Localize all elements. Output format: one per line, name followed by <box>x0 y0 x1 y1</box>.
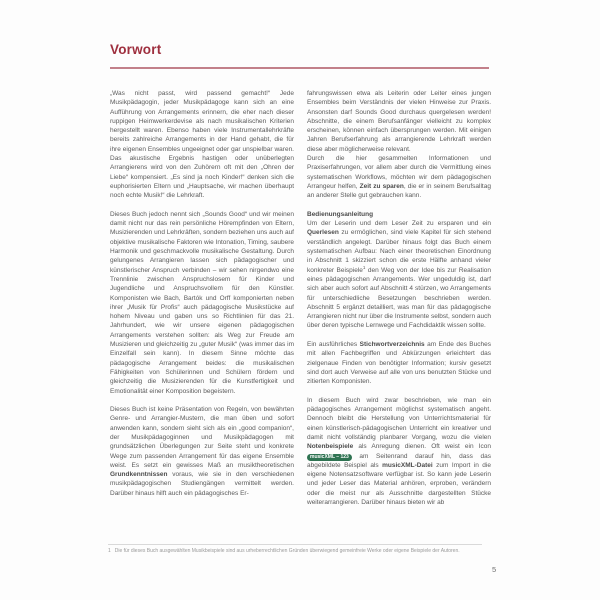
section-heading: Bedienungsanleitung <box>307 210 374 218</box>
paragraph: In diesem Buch wird zwar beschrieben, wie man ein pädagogisches Arrangement möglichst systematisch angeht. Dennoch bleibt die Herstellung von Unterrichtsmaterial für einen künstlerisch-pädagogischen Unterricht ein kreativer und damit nicht vollständig planbarer Vorgang, wozu die vielen Notenbeispiele als Anregung dienen. Oft weist ein Icon musicXML – 123 am Seitenrand darauf hin, dass das abgebildete Beispiel als musicXML-Datei zum Import in die eigene Notensatzsoftware verfügbar ist. So kann jede Leserin und jeder Leser das Material anhören, erproben, verändern oder die meist nur als Ausschnitte dargestellten Stücke weiterarrangieren. Darüber hinaus bieten wir ab <box>307 396 491 507</box>
footnote-separator <box>108 544 482 545</box>
page-number: 5 <box>492 565 497 574</box>
paragraph: Ein ausführliches Stichwortverzeichnis am Ende des Buches mit allen Fachbegriffen und Abkürzungen erleichtert das zielgenaue Finden von benötigter Information; kursiv gesetzt sind dort auch Verweise auf alle von uns benutzten Stücke und zitierten Komponisten. <box>307 341 491 386</box>
musicxml-badge: musicXML – 123 <box>307 454 352 461</box>
footnote-text: Die für dieses Buch ausgewählten Musikbeispiele sind aus urheberrechtlichen Gründen überwiegend gemeinfreie Werke oder eigene Beispiele der Autoren. <box>114 548 460 554</box>
paragraph: fahrungswissen etwa als Leiterin oder Leiter eines jungen Ensembles beim Verständnis der vielen Hinweise zur Praxis. Ansonsten darf Sounds Good durchaus quergelesen werden! Abschnitte, die einem Berufsanfänger vielleicht zu komplex erscheinen, können einfach übersprungen werden. Mit einigen Jahren Berufserfahrung als arrangierende Lehrkraft werden diese aber möglicherweise relevant. Durch die hier gesammelten Informationen und Praxiserfahrungen, vor allem aber durch die Vermittlung eines systematischen Workflows, möchten wir dem pädagogischen Arrangeur helfen, Zeit zu sparen, die er in seinem Berufsalltag an anderer Stelle gut gebrauchen kann. <box>307 90 491 200</box>
left-column <box>110 89 294 517</box>
footnote-marker: 1 <box>108 548 111 554</box>
paragraph: Um der Leserin und dem Leser Zeit zu ersparen und ein Querlesen zu ermöglichen, sind viele Kapitel für sich stehend verständlich angelegt. Darüber hinaus folgt das Buch einem systematischen Aufbau: Nach einer theoretischen Einordnung in Abschnitt 1 skizziert schon die erste Hälfte anhand vieler konkreter Beispiele$^1$ den Weg von der Idee bis zur Realisation eines pädagogischen Arrangements. Wer ungeduldig ist, darf sich aber auch sofort auf Abschnitt 4 stürzen, wo Arrangements für unterschiedliche Besetzungen beschrieben werden. Abschnitt 5 ergänzt detailliert, was man für das pädagogische Arrangieren nicht nur über die Instrumente selbst, sondern auch über deren typische Lernwege und Fachdidaktik wissen sollte. <box>307 220 491 330</box>
paragraph: Dieses Buch jedoch nennt sich „Sounds Good“ und wir meinen damit nicht nur das rein persönliche Hörempfinden von Eltern, Musizierenden und Lehrkräften, sondern beziehen uns auch auf objektive musikalische Faktoren wie Intonation, Timing, saubere Harmonik und geschmackvolle musikalische Gestaltung. Durch gelungenes Arrangieren lassen sich pädagogischer und künstlerischer Anspruch verbinden – wir sehen nirgendwo eine Trennlinie zwischen Anspruchslosem für Kinder und Jugendliche und Anspruchsvollem für den Künstler. Komponisten wie Bach, Bartók und Orff komponierten neben ihrer „Musik für Profis“ auch pädagogische Musikstücke auf hohem Niveau und gaben uns so Richtlinien für das 21. Jahrhundert, wie wir unsere eigenen pädagogischen Arrangements verstehen sollten: als Weg zur Freude am Musizieren und gleichzeitig zu „guter Musik“ (was immer das im Einzelfall sein kann). In diesem Sinne möchte das pädagogische Arrangement beides: die musikalischen Fähigkeiten von Schülerinnen und Schülern fördern und gleichzeitig die Musizierenden für die Kunstfertigkeit und Emotionalität einer Komposition begeistern. <box>110 210 294 395</box>
right-column <box>307 89 491 517</box>
paragraph: „Was nicht passt, wird passend gemacht!“ Jede Musikpädagogin, jeder Musikpädagoge kann sich an eine Aufführung von Arrangements erinnern, die eher nach dieser ruppigen Heimwerkerdevise als nach musikalischen Kriterien hergestellt waren. Ebenso haben viele Instrumentallehrkräfte bereits zahlreiche Arrangements in der Hand gehabt, die für ihre eigenen Ensembles ungeeignet oder gar unspielbar waren. Das akustische Ergebnis hastigen oder unüberlegten Arrangierens wird von den Zuhörern oft mit den „Ohren der Liebe“ kompensiert. „Es sind ja noch Kinder!“ denken sich die euphorisierten Eltern und „Hauptsache, wir machen überhaupt noch echte Musik!“ die Lehrkraft. <box>110 90 294 200</box>
page-title: Vorwort <box>110 42 162 57</box>
footnote <box>108 548 490 555</box>
paragraph: Dieses Buch ist keine Präsentation von Regeln, von bewährten Genre- und Arrangier-Mustern, die man üben und sofort anwenden kann, sondern sieht sich als ein „good companion“, der Musikpädagoginnen und Musikpädagogen mit grundsätzlichen Überlegungen zur Seite steht und konkrete Wege zum passenden Arrangement für das eigene Ensemble weist. Es setzt ein gewisses Maß an musiktheoretischen Grundkenntnissen voraus, wie sie in den verschiedenen musikpädagogischen Studiengängen vermittelt werden. Darüber hinaus hilft auch ein pädagogisches Er- <box>110 406 294 497</box>
title-rule <box>110 67 489 69</box>
text-columns <box>110 89 491 517</box>
footnote-reference: 1 <box>362 264 366 270</box>
